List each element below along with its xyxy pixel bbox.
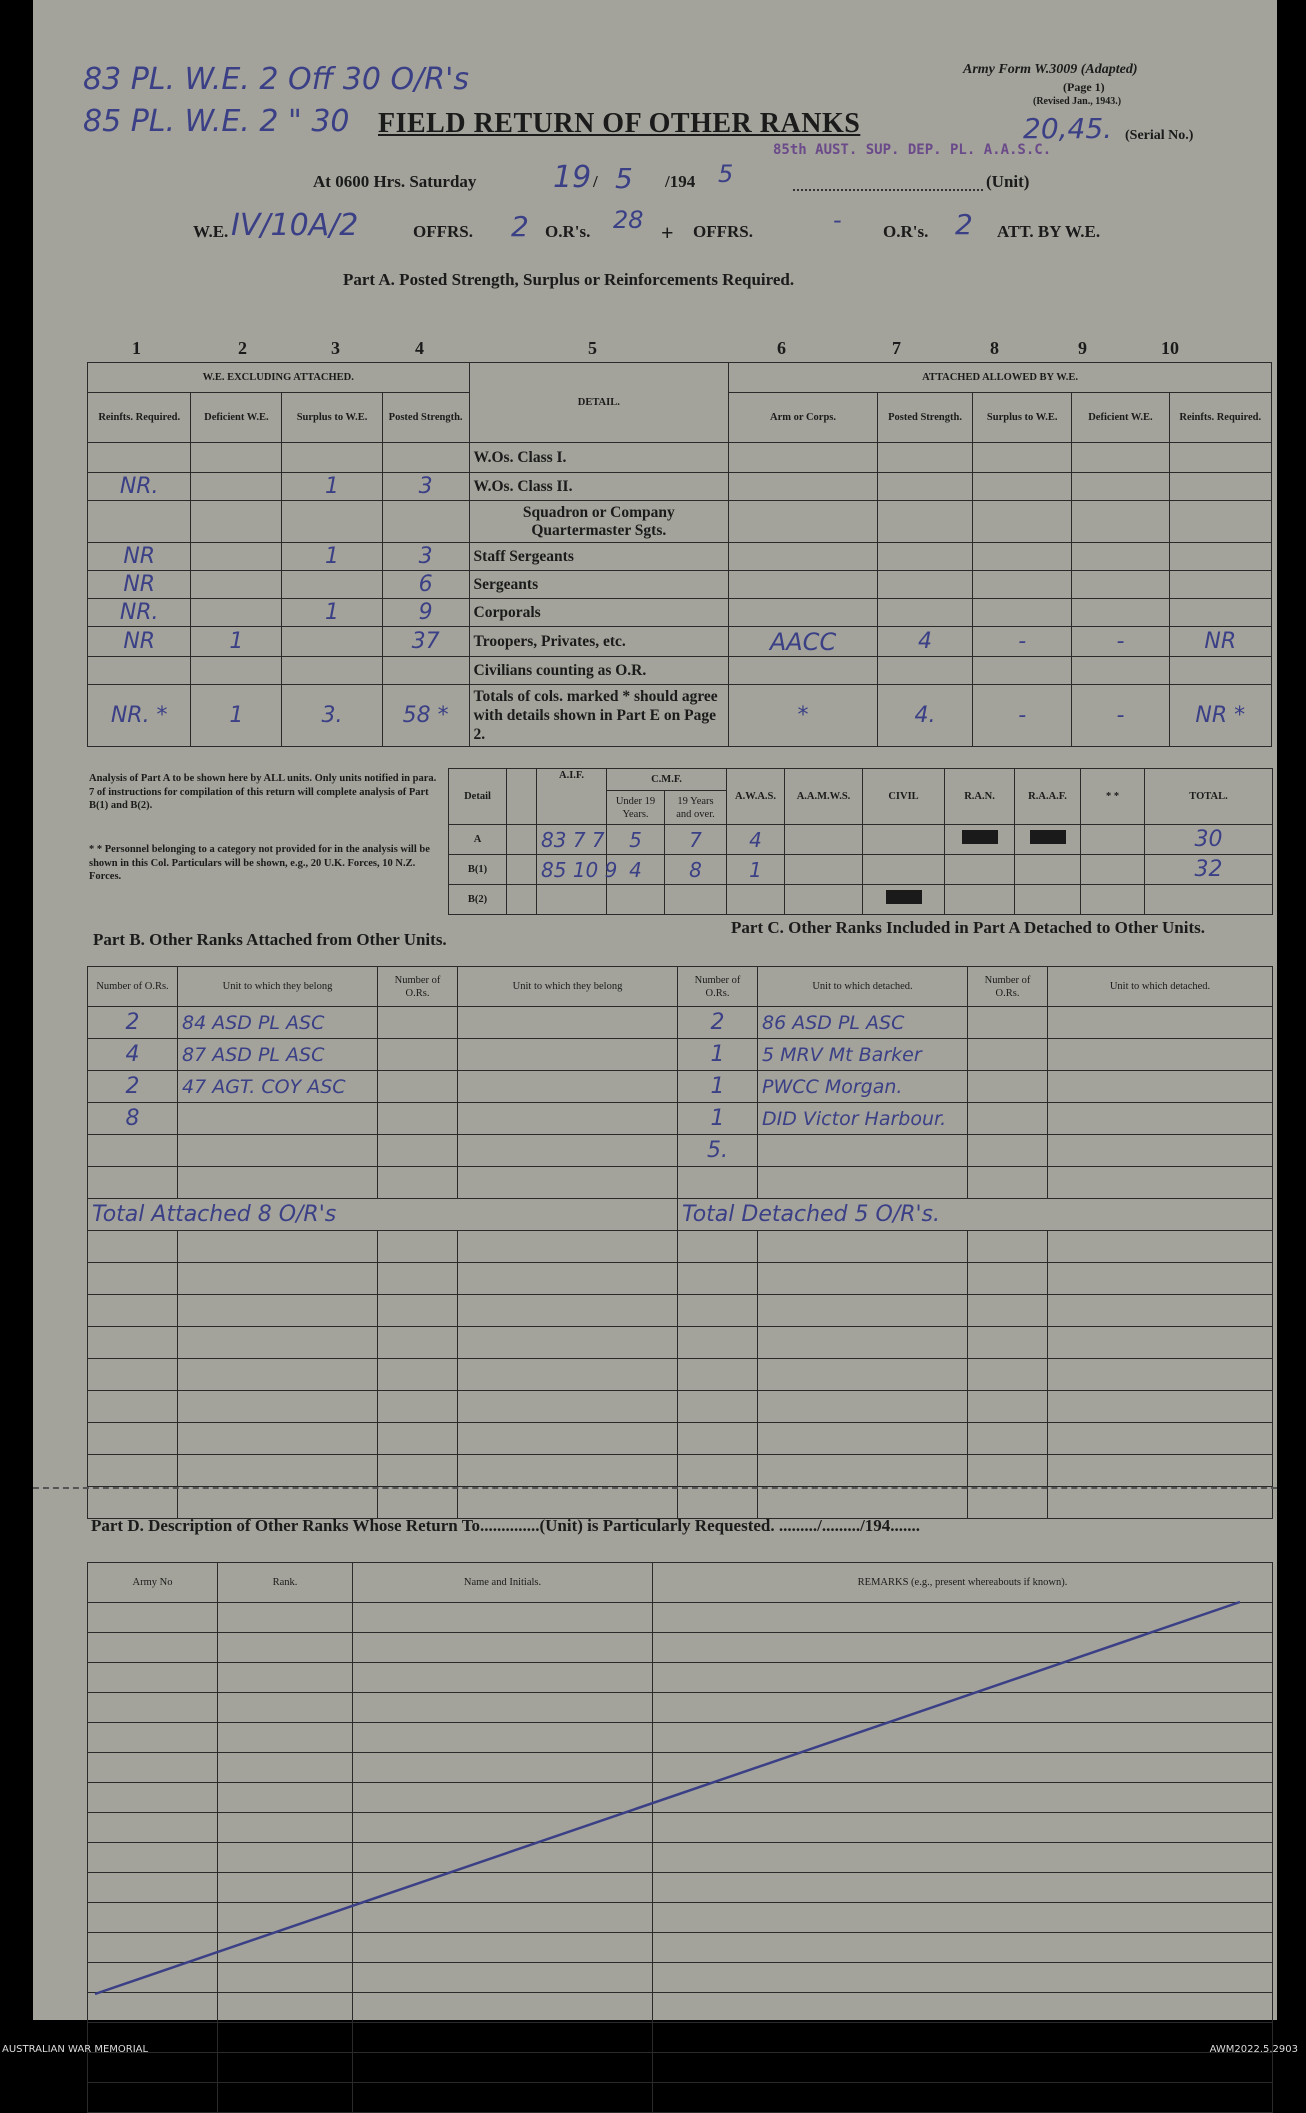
analysis-header-other: * *	[1081, 769, 1145, 825]
col-header: Arm or Corps.	[729, 393, 878, 443]
table-row: NR. 1 9 Corporals	[88, 599, 1272, 627]
table-row: 1 DID Victor Harbour.	[678, 1103, 1273, 1135]
page-label: (Page 1)	[1063, 80, 1105, 94]
date-year-prefix: /194	[665, 172, 696, 191]
col-header: Posted Strength.	[877, 393, 972, 443]
serial-label: (Serial No.)	[1125, 128, 1194, 143]
analysis-header-detail: Detail	[449, 769, 507, 825]
margin-note-1: 83 PL. W.E. 2 Off 30 O/R's	[83, 62, 469, 97]
table-row: 5.	[678, 1135, 1273, 1167]
table-row: NR 1 37 Troopers, Privates, etc. AACC 4 - - NR	[88, 627, 1272, 657]
army-form-label: Army Form W.3009 (Adapted)	[963, 62, 1138, 77]
part-b-total: Total Attached 8 O/R's	[88, 1199, 678, 1231]
strike-through-line	[33, 0, 1277, 2020]
part-c-table: Number of O.Rs. Unit to which detached. Number of O.Rs. Unit to which detached. 2 86 ASD PL ASC 1 5 MRV Mt Barker 1 PWCC Morgan. 1 DID Victor Harbour. 5. Total Detached 5 O/R's.	[677, 966, 1273, 1519]
analysis-header-aamws: A.A.M.W.S.	[785, 769, 863, 825]
col-header: Deficient W.E.	[191, 393, 282, 443]
offrs2-label: OFFRS.	[693, 222, 753, 241]
serial-value: 20,45.	[1023, 112, 1113, 145]
offrs-value: 2	[511, 210, 529, 243]
date-month: 5	[615, 162, 633, 195]
part-d-table: Army No Rank. Name and Initials. REMARKS (e.g., present whereabouts if known).	[87, 1562, 1273, 2113]
group-left-header: W.E. EXCLUDING ATTACHED.	[88, 363, 470, 393]
part-c-total: Total Detached 5 O/R's.	[678, 1199, 1273, 1231]
col-header: Deficient W.E.	[1072, 393, 1169, 443]
col-header: Surplus to W.E.	[282, 393, 382, 443]
part-a-title: Part A. Posted Strength, Surplus or Reinforcements Required.	[343, 270, 795, 289]
col-header: Reinfts. Required.	[1169, 393, 1271, 443]
table-row: B(1) 85 10 9 4 8 1 32	[449, 855, 1273, 885]
footer-left: AUSTRALIAN WAR MEMORIAL	[2, 2044, 149, 2055]
analysis-header-total: TOTAL.	[1145, 769, 1273, 825]
offrs2-value: -	[833, 206, 842, 234]
table-row: NR. 1 3 W.Os. Class II.	[88, 473, 1272, 501]
date-day: 19	[553, 160, 592, 195]
ors2-label: O.R's.	[883, 222, 929, 241]
table-row: 2 86 ASD PL ASC	[678, 1007, 1273, 1039]
we-label: W.E.	[193, 222, 229, 241]
table-row: A 83 7 7 5 7 4 30	[449, 825, 1273, 855]
date-year: 5	[718, 160, 734, 188]
part-b-table: Number of O.Rs. Unit to which they belong Number of O.Rs. Unit to which they belong 2 84 ASD PL ASC 4 87 ASD PL ASC 2 47 AGT. COY ASC 8 Total Attached 8 O/R's	[87, 966, 678, 1519]
form-title: FIELD RETURN OF OTHER RANKS	[378, 108, 861, 139]
we-value: IV/10A/2	[231, 208, 359, 243]
table-row: W.Os. Class I.	[88, 443, 1272, 473]
at-label: At 0600 Hrs. Saturday	[313, 172, 477, 191]
analysis-header-civil: CIVIL	[863, 769, 945, 825]
detail-header: DETAIL.	[469, 363, 729, 443]
analysis-header-ran: R.A.N.	[945, 769, 1015, 825]
part-b-title: Part B. Other Ranks Attached from Other Units.	[93, 930, 447, 949]
table-row: NR 1 3 Staff Sergeants	[88, 543, 1272, 571]
analysis-header-aif: A.I.F.	[537, 769, 607, 825]
table-row: Civilians counting as O.R.	[88, 657, 1272, 685]
analysis-header-awas: A.W.A.S.	[727, 769, 785, 825]
att-label: ATT. BY W.E.	[997, 222, 1101, 241]
margin-note-2: 85 PL. W.E. 2 " 30	[83, 104, 350, 139]
group-right-header: ATTACHED ALLOWED BY W.E.	[729, 363, 1272, 393]
table-row: 4 87 ASD PL ASC	[88, 1039, 678, 1071]
ors2-value: 2	[955, 208, 973, 241]
table-row: NR. * 1 3. 58 * Totals of cols. marked * should agree with details shown in Part E on Page 2. * 4. - - NR *	[88, 685, 1272, 747]
part-d-title: Part D. Description of Other Ranks Whose Return To..............(Unit) is Particularly Requested. ........./........./194.......	[91, 1516, 921, 1535]
analysis-header-raaf: R.A.A.F.	[1015, 769, 1081, 825]
unit-stamp: 85th AUST. SUP. DEP. PL. A.A.S.C.	[773, 142, 1052, 158]
analysis-note-2: * * Personnel belonging to a category not provided for in the analysis will be shown in this Col. Particulars will be shown, e.g., 20 U.K. Forces, 10 N.Z. Forces.	[89, 844, 430, 882]
col-header: Surplus to W.E.	[973, 393, 1072, 443]
plus-sign: +	[661, 220, 674, 245]
table-row: NR 6 Sergeants	[88, 571, 1272, 599]
table-row: 1 PWCC Morgan.	[678, 1071, 1273, 1103]
part-c-title: Part C. Other Ranks Included in Part A Detached to Other Units.	[731, 918, 1205, 937]
form-paper: 83 PL. W.E. 2 Off 30 O/R's 85 PL. W.E. 2 " 30 Army Form W.3009 (Adapted) (Page 1) (Revised Jan., 1943.) 20,45. (Serial No.) FIELD RETURN OF OTHER RANKS 85th AUST. SUP. DEP. PL. A.A.S.C. At 0600 Hrs. Saturday 19 / 5 /194 5 (Unit) W.E. IV/10A/2 OFFRS. 2 O.R's. 28 + OFFRS. - O.R's. 2 ATT. BY W.E. Part A. Posted Strength, Surplus or Reinforcements Required. 1 2 3 4 5 6 7 8 9 10 W.E. EXCLUDING ATTACHED. DETAIL. ATTACHED ALLOWED BY W.E. Reinfts. Required. Deficient W.E. Surplus to W.E. Posted Strength. Arm or Corps. Posted Strength. Surplus to W.E. Deficient W.E. Reinfts. Required. W.Os. Class I. NR. 1 3 W.Os. Class II. Squadron or Company Quartermaster Sgts. NR 1 3 Staff Sergeants NR 6 Sergeants NR. 1 9 Corporals NR 1 37 Troopers, Privates, etc. AACC 4 - - NR Civilians counting as O.R. NR. * 1 3. 58 * Totals of cols. marked * should agree with details shown in Part E on Page 2. * 4. - - NR * Analysis of Part A to be shown here by ALL units. Only units notified in para. 7 of instructions for compilation of this return will complete analysis of Part B(1) and B(2). * * Personnel belonging to a category not provided for in the analysis will be shown in this Col. Particulars will be shown, e.g., 20 U.K. Forces, 10 N.Z. Forces. Detail A.I.F. C.M.F. A.W.A.S. A.A.M.W.S. CIVIL R.A.N. R.A.A.F. * * TOTAL. Under 19 Years. 19 Years and over. A 83 7 7 5 7 4 30 B(1) 85 10 9 4 8 1 32 B(2) Part B. Other Ranks Attached from Other Units. Part C. Other Ranks Included in Part A Detached to Other Units. Number of O.Rs. Unit to which they belong Number of O.Rs. Unit to which they belong 2 84 ASD PL ASC 4 87 ASD PL ASC 2 47 AGT. COY ASC 8 Total Attached 8 O/R's Number of O.Rs. Unit to which detached. Number of O.Rs. Unit to which detached. 2 86 ASD PL ASC 1 5 MRV Mt Barker 1 PWCC Morgan. 1 DID Victor Harbour. 5. Total Detached 5 O/R's. Part D. Description of Other Ranks Whose Return To..............(Unit) is Particularly Requested. ........./........./194....... Army No Rank. Name and Initials. REMARKS (e.g., present whereabouts if known).	[33, 0, 1277, 2020]
ors-value: 28	[613, 206, 644, 234]
table-row: B(2)	[449, 885, 1273, 915]
col-header: Posted Strength.	[382, 393, 469, 443]
cmf-19-over: 19 Years and over.	[665, 791, 727, 825]
analysis-note: Analysis of Part A to be shown here by ALL units. Only units notified in para. 7 of instructions for compilation of this return will complete analysis of Part B(1) and B(2).	[89, 773, 437, 811]
table-row: 2 47 AGT. COY ASC	[88, 1071, 678, 1103]
table-row: Squadron or Company Quartermaster Sgts.	[88, 501, 1272, 543]
offrs-label: OFFRS.	[413, 222, 473, 241]
unit-label: (Unit)	[986, 172, 1030, 191]
table-row: 8	[88, 1103, 678, 1135]
col-header: Reinfts. Required.	[88, 393, 191, 443]
cmf-under-19: Under 19 Years.	[607, 791, 665, 825]
table-row: 1 5 MRV Mt Barker	[678, 1039, 1273, 1071]
ors-label: O.R's.	[545, 222, 591, 241]
analysis-header-cmf: C.M.F.	[607, 769, 727, 791]
revised-label: (Revised Jan., 1943.)	[1033, 96, 1122, 107]
footer-right: AWM2022.5.2903	[1209, 2044, 1298, 2055]
table-row: 2 84 ASD PL ASC	[88, 1007, 678, 1039]
